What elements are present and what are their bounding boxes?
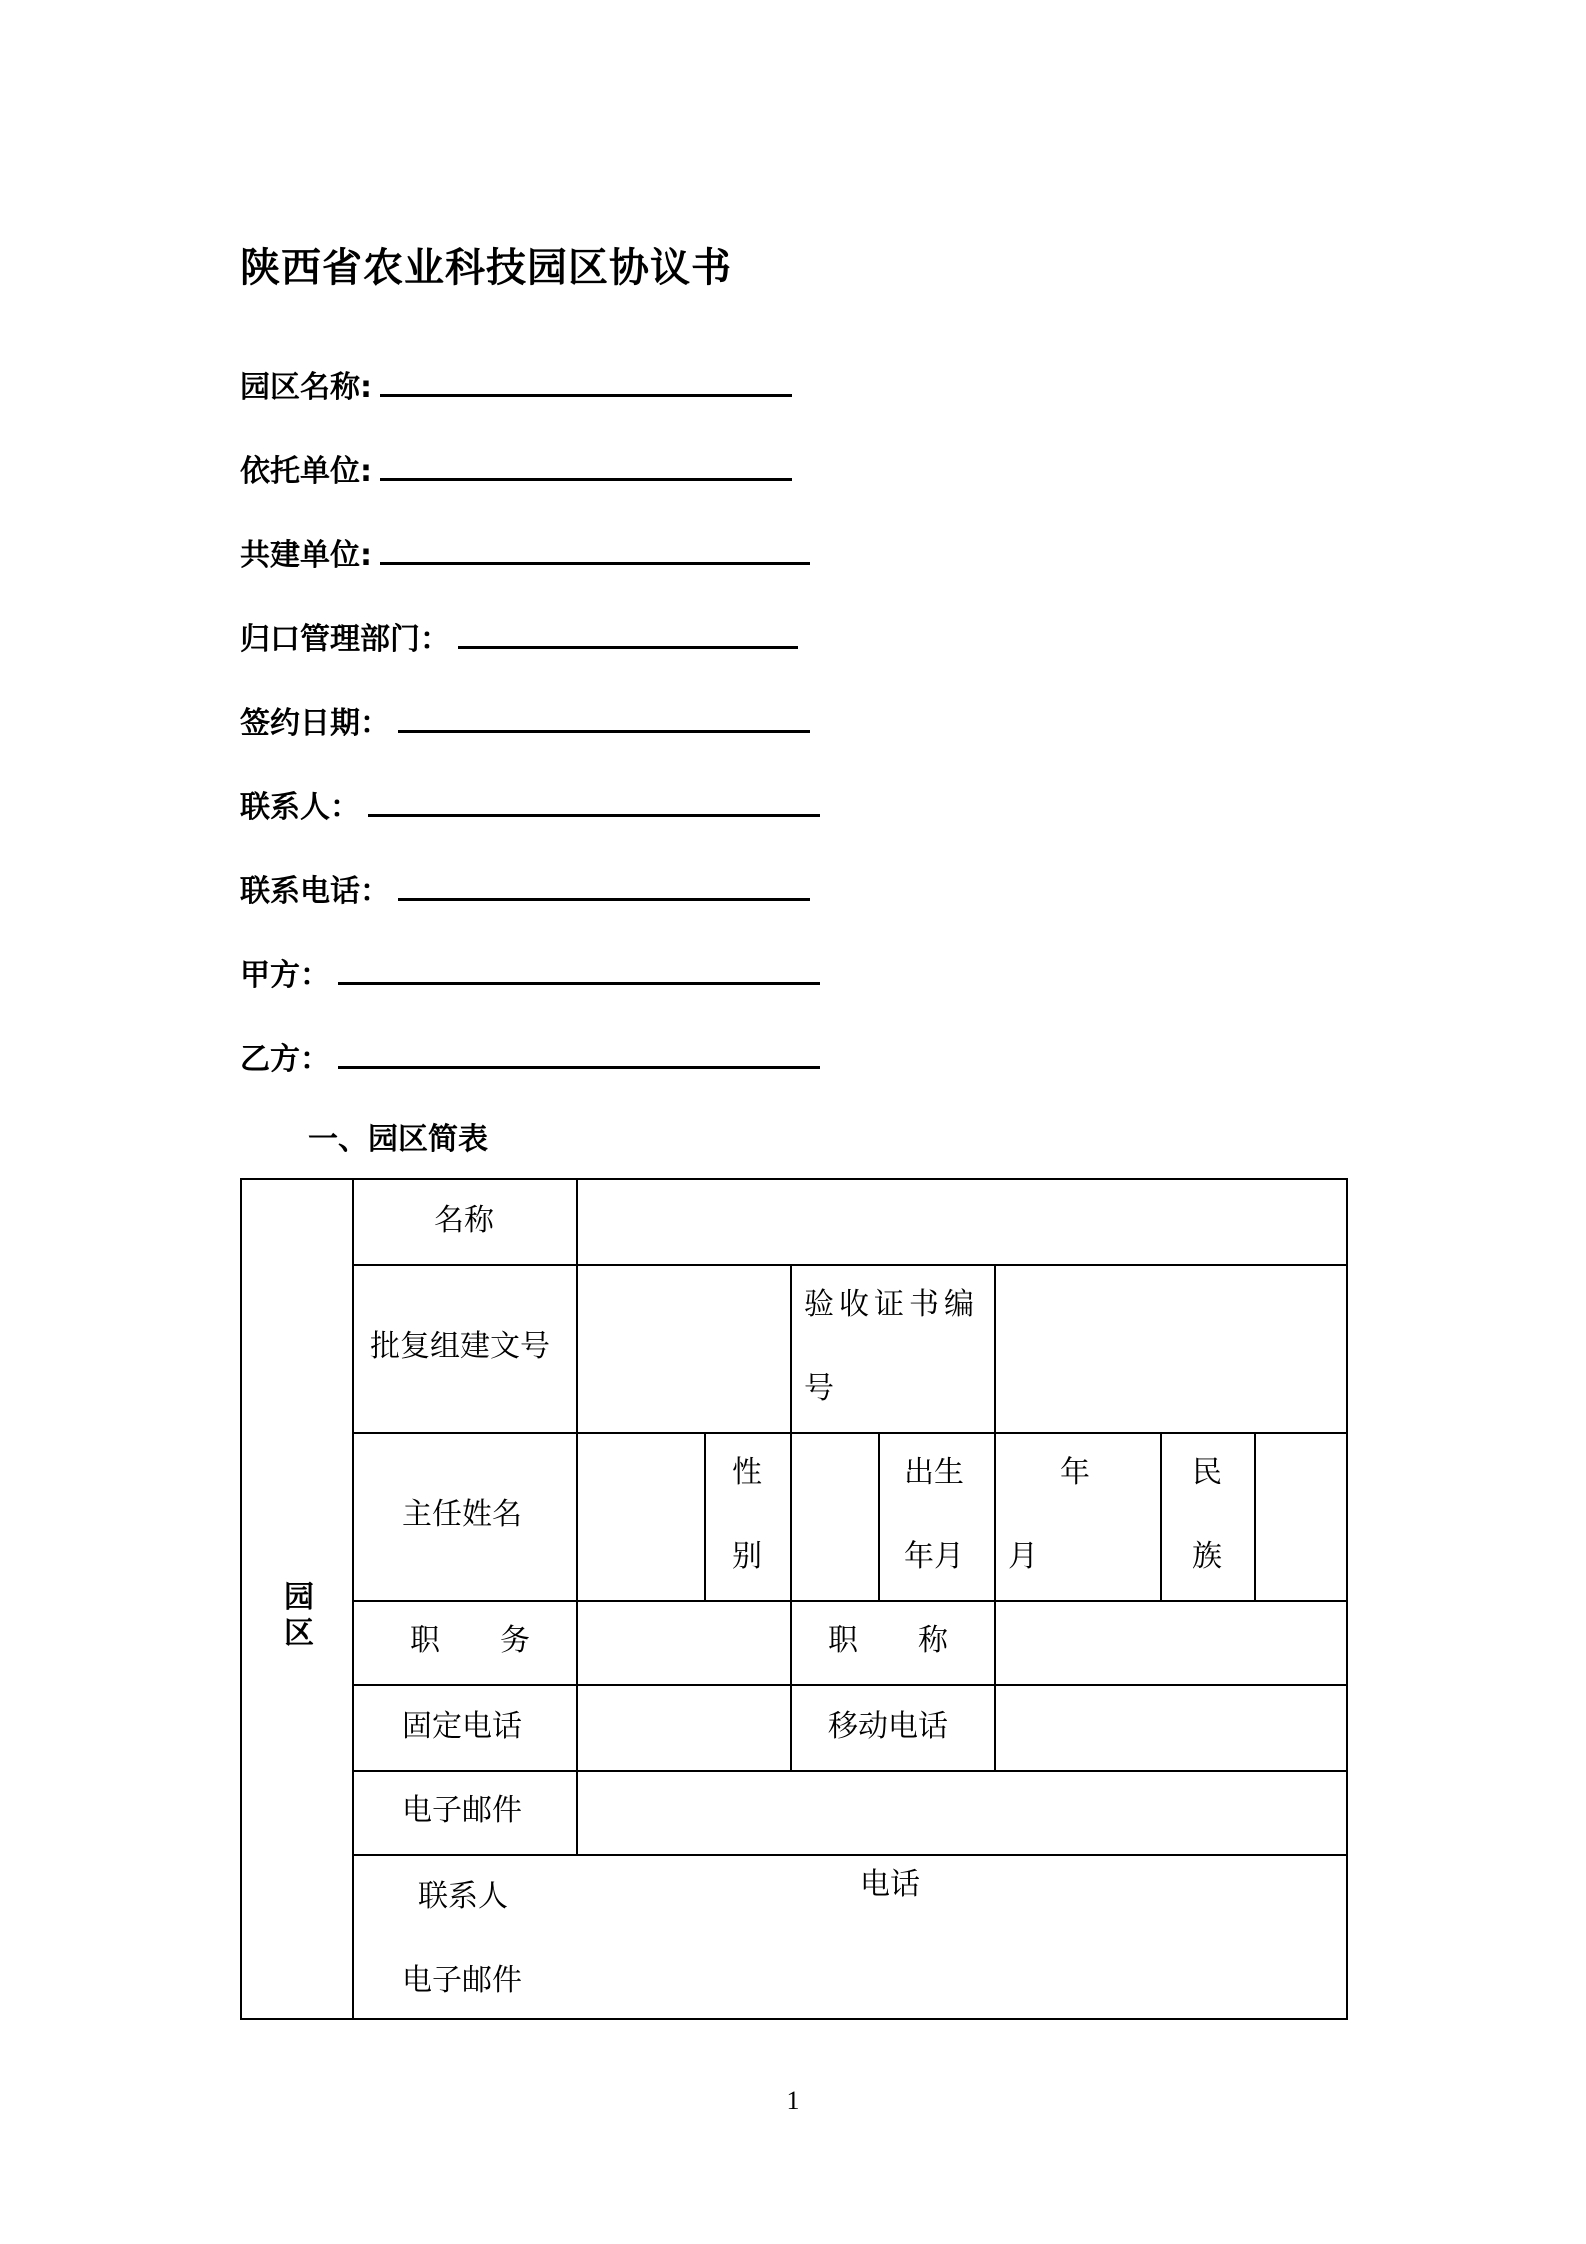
label-phone: 电话 [860,1867,920,1902]
co-build-unit-blank[interactable] [380,532,810,565]
label-acceptance-cert-2: 号 [804,1371,834,1406]
field-co-build-unit: 共建单位: [240,530,810,574]
label-gender-2: 别 [732,1539,762,1574]
label-landline: 固定电话 [402,1709,522,1744]
label-year: 年 [1060,1455,1090,1490]
label-birth-1: 出生 [904,1455,964,1490]
host-unit-blank[interactable] [380,448,792,481]
field-party-b: 乙方： [240,1034,820,1078]
label-ethnic-1: 民 [1192,1455,1222,1490]
label-ethnic-2: 族 [1192,1539,1222,1574]
field-contact: 联系人： [240,782,820,826]
label-name: 名称 [434,1203,494,1238]
party-a-blank[interactable] [338,952,820,985]
label-director-name: 主任姓名 [402,1497,522,1532]
contact-blank[interactable] [368,784,820,817]
field-park-name: 园区名称: [240,362,792,406]
label-contact-email: 电子邮件 [402,1963,522,1998]
side-label-park: 园区 [284,1580,314,1651]
label-month: 月 [1008,1539,1038,1574]
label-gender-1: 性 [732,1455,762,1490]
label-approval-doc-no: 批复组建文号 [370,1329,550,1364]
field-host-unit: 依托单位: [240,446,792,490]
document-title: 陕西省农业科技园区协议书 [240,245,732,291]
label-acceptance-cert-1: 验收证书编 [804,1287,979,1322]
field-party-a: 甲方： [240,950,820,994]
label-mobile: 移动电话 [828,1709,948,1744]
park-name-blank[interactable] [380,364,792,397]
section-heading: 一、园区简表 [308,1122,488,1157]
field-sign-date: 签约日期： [240,698,810,742]
cell-name-value[interactable] [588,1200,1278,1244]
label-job-title: 职 称 [828,1623,948,1658]
contact-phone-blank[interactable] [398,868,810,901]
label-position: 职 务 [410,1623,530,1658]
label-contact: 联系人 [418,1879,508,1914]
field-management-dept: 归口管理部门： [240,614,798,658]
page-number: 1 [786,2086,800,2115]
park-summary-table [240,1178,1348,2020]
sign-date-blank[interactable] [398,700,810,733]
label-email: 电子邮件 [402,1793,522,1828]
label-birth-2: 年月 [904,1539,964,1574]
field-contact-phone: 联系电话： [240,866,810,910]
management-dept-blank[interactable] [458,616,798,649]
party-b-blank[interactable] [338,1036,820,1069]
